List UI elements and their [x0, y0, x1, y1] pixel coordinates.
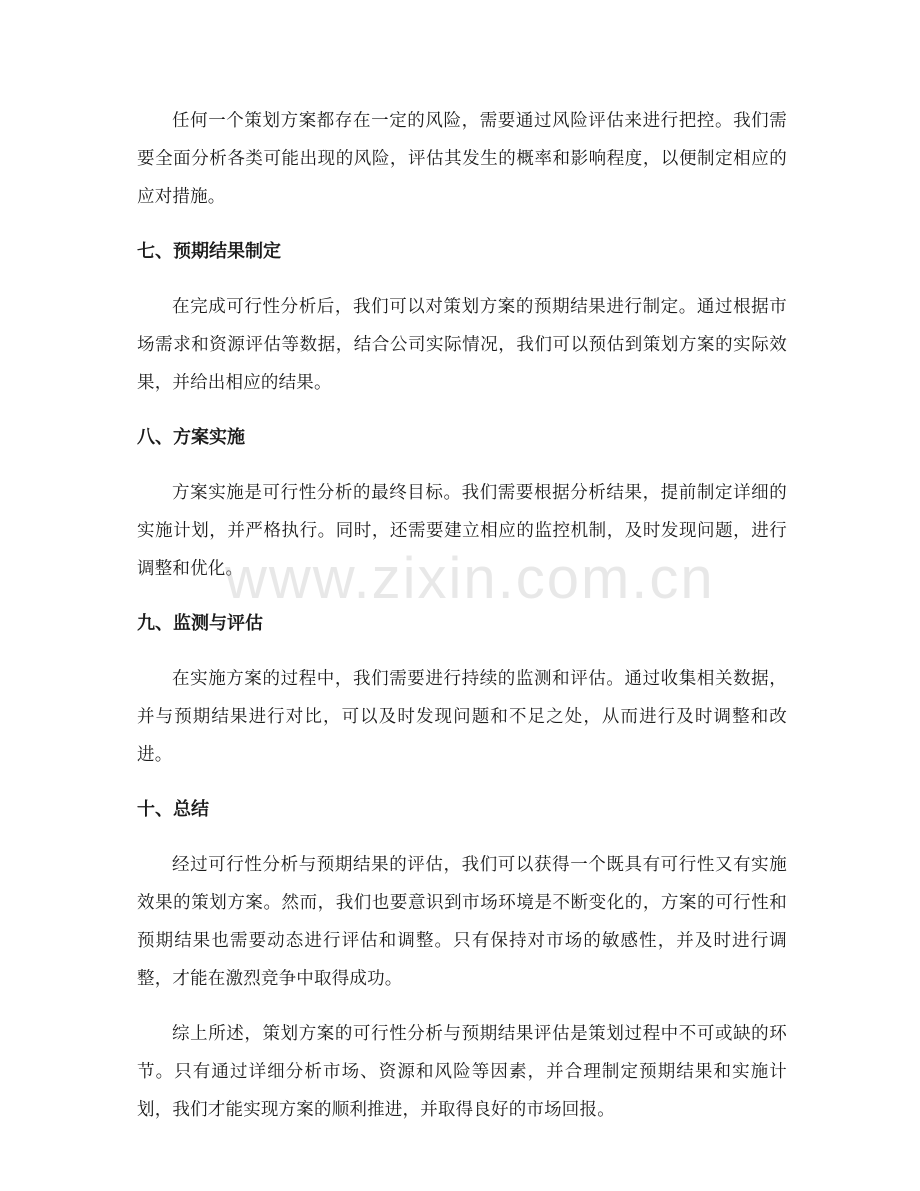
conclusion-paragraph: 综上所述，策划方案的可行性分析与预期结果评估是策划过程中不可或缺的环节。只有通过详细分析市场、资源和风险等因素，并合理制定预期结果和实施计划，我们才能实现方案的顺利推进，并取得良好的市场回报。 — [137, 1024, 787, 1120]
section-paragraph-10: 经过可行性分析与预期结果的评估，我们可以获得一个既具有可行性又有实施效果的策划方案。然而，我们也要意识到市场环境是不断变化的，方案的可行性和预期结果也需要动态进行评估和调整。只有保持对市场的敏感性，并及时进行调整，才能在激烈竞争中取得成功。 — [137, 855, 787, 989]
section-heading-9: 九、监测与评估 — [137, 613, 263, 634]
document-body — [137, 102, 787, 1129]
section-paragraph-9: 在实施方案的过程中，我们需要进行持续的监测和评估。通过收集相关数据，并与预期结果进行对比，可以及时发现问题和不足之处，从而进行及时调整和改进。 — [137, 669, 787, 765]
section-heading-7: 七、预期结果制定 — [137, 241, 281, 262]
section-paragraph-7: 在完成可行性分析后，我们可以对策划方案的预期结果进行制定。通过根据市场需求和资源评估等数据，结合公司实际情况，我们可以预估到策划方案的实际效果，并给出相应的结果。 — [137, 297, 787, 393]
section-heading-8: 八、方案实施 — [137, 427, 245, 448]
section-heading-10: 十、总结 — [137, 799, 209, 820]
intro-paragraph: 任何一个策划方案都存在一定的风险，需要通过风险评估来进行把控。我们需要全面分析各类可能出现的风险，评估其发生的概率和影响程度，以便制定相应的应对措施。 — [137, 111, 787, 207]
section-paragraph-8: 方案实施是可行性分析的最终目标。我们需要根据分析结果，提前制定详细的实施计划，并严格执行。同时，还需要建立相应的监控机制，及时发现问题，进行调整和优化。 — [137, 483, 787, 579]
watermark: www.zixin.com.cn — [225, 546, 715, 611]
